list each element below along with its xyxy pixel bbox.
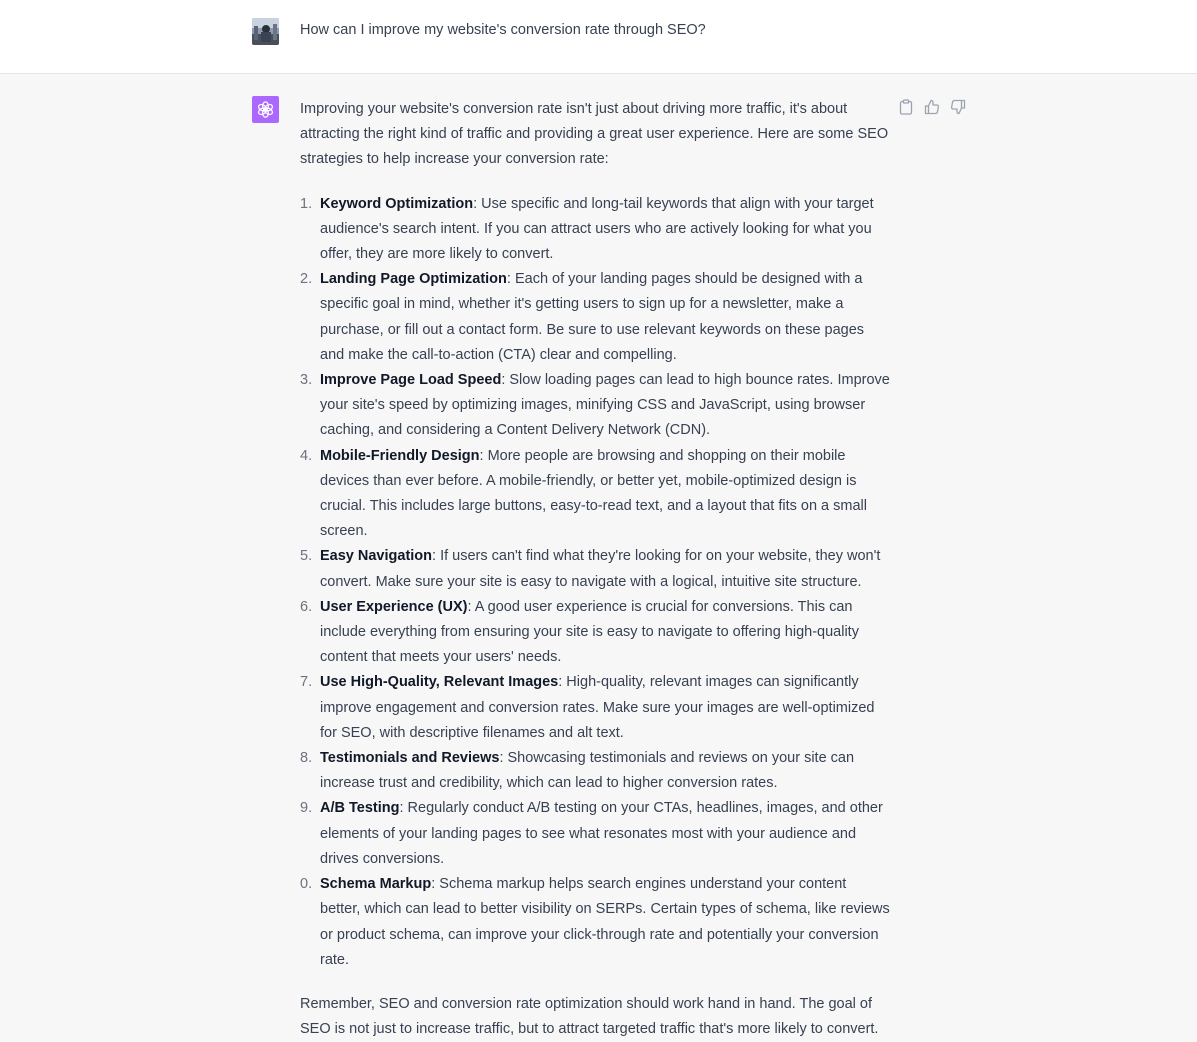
strategy-item (300, 746, 890, 796)
item-number: 5. (300, 548, 313, 565)
outro-paragraph: Remember, SEO and conversion rate optimization should work hand in hand. The goal of SEO is not just to increase traffic, but to attract targeted traffic that's more likely to convert. (300, 995, 879, 1038)
strategy-item (300, 872, 890, 973)
user-message-text: How can I improve my website's conversion rate through SEO? (300, 22, 706, 38)
item-text: : Showcasing testimonials and reviews on your site can increase trust and credibility, which can lead to higher conversion rates. (320, 750, 855, 792)
thumbs-up-icon (924, 99, 940, 115)
item-text: : Each of your landing pages should be designed with a specific goal in mind, whether it's getting users to sign up for a newsletter, make a purchase, or fill out a contact form. Be sure to use relevant keywords on these pages and make the call-to-action (CTA) clear and compelling. (320, 271, 865, 363)
strategy-item (300, 544, 890, 594)
item-title: Use High-Quality, Relevant Images (320, 674, 559, 691)
item-text: : Regularly conduct A/B testing on your CTAs, headlines, images, and other elements of your landing pages to see what resonates most with your audience and drives conversions. (320, 800, 883, 867)
strategy-item (300, 796, 890, 872)
thumbs-down-icon (950, 99, 966, 115)
item-number: 0. (300, 876, 313, 893)
item-number: 3. (300, 372, 313, 389)
item-title: Improve Page Load Speed (320, 372, 502, 389)
item-text: : A good user experience is crucial for conversions. This can include everything from ensuring your site is easy to navigate to offering high-quality content that meets your users' needs. (320, 598, 859, 666)
item-text: : More people are browsing and shopping on their mobile devices than ever before. A mobile-friendly, or better yet, mobile-optimized design is crucial. This includes large buttons, easy-to-read text, and a layout that fits on a small screen. (320, 447, 867, 540)
item-text: : Slow loading pages can lead to high bounce rates. Improve your site's speed by optimizing images, minifying CSS and JavaScript, using browser caching, and considering a Content Delivery Network (CDN). (320, 372, 890, 439)
item-title: Keyword Optimization (320, 195, 474, 212)
strategy-list (300, 192, 890, 973)
item-text: : Use specific and long-tail keywords that align with your target audience's search intent. If you can attract users who are actively looking for what you offer, they are more likely to convert. (320, 195, 874, 263)
item-number: 6. (300, 598, 313, 615)
strategy-item (300, 444, 890, 545)
item-number: 9. (300, 800, 313, 817)
item-title: Mobile-Friendly Design (320, 447, 480, 464)
item-title: Easy Navigation (320, 548, 433, 565)
thumbs-up-button[interactable] (923, 98, 941, 116)
item-number: 1. (300, 195, 313, 212)
item-text: : High-quality, relevant images can significantly improve engagement and conversion rates. Make sure your images are well-optimized for SEO, with descriptive filenames and alt text. (320, 674, 875, 741)
item-title: Schema Markup (320, 876, 432, 893)
user-photo-icon (252, 18, 279, 45)
openai-logo-icon (256, 100, 275, 119)
item-number: 8. (300, 750, 313, 767)
item-number: 7. (300, 674, 313, 691)
strategy-item (300, 267, 890, 368)
strategy-item (300, 595, 890, 671)
strategy-item (300, 670, 890, 746)
item-title: A/B Testing (320, 800, 400, 817)
user-message-row (0, 0, 1197, 74)
clipboard-icon (899, 99, 913, 115)
intro-paragraph: Improving your website's conversion rate isn't just about driving more traffic, it's about attracting the right kind of traffic and providing a great user experience. Here are some SEO strategies to help increase your conversion rate: (300, 101, 889, 168)
assistant-message-row (0, 74, 1197, 1038)
strategy-item (300, 368, 890, 444)
assistant-message-content (300, 97, 890, 1042)
thumbs-down-button[interactable] (949, 98, 967, 116)
assistant-avatar (252, 96, 279, 123)
item-title: Landing Page Optimization (320, 271, 507, 288)
item-title: User Experience (UX) (320, 598, 468, 615)
item-text: : Schema markup helps search engines understand your content better, which can lead to better visibility on SERPs. Certain types of schema, like reviews or product schema, can improve your click-through rate and potentially your conversion rate. (320, 876, 890, 968)
strategy-item (300, 192, 890, 268)
item-number: 2. (300, 271, 313, 288)
message-actions (897, 98, 967, 116)
user-avatar (252, 18, 279, 45)
item-text: : If users can't find what they're looking for on your website, they won't convert. Make sure your site is easy to navigate with a logical, intuitive site structure. (320, 548, 881, 590)
item-title: Testimonials and Reviews (320, 750, 500, 767)
copy-button[interactable] (897, 98, 915, 116)
item-number: 4. (300, 447, 313, 464)
